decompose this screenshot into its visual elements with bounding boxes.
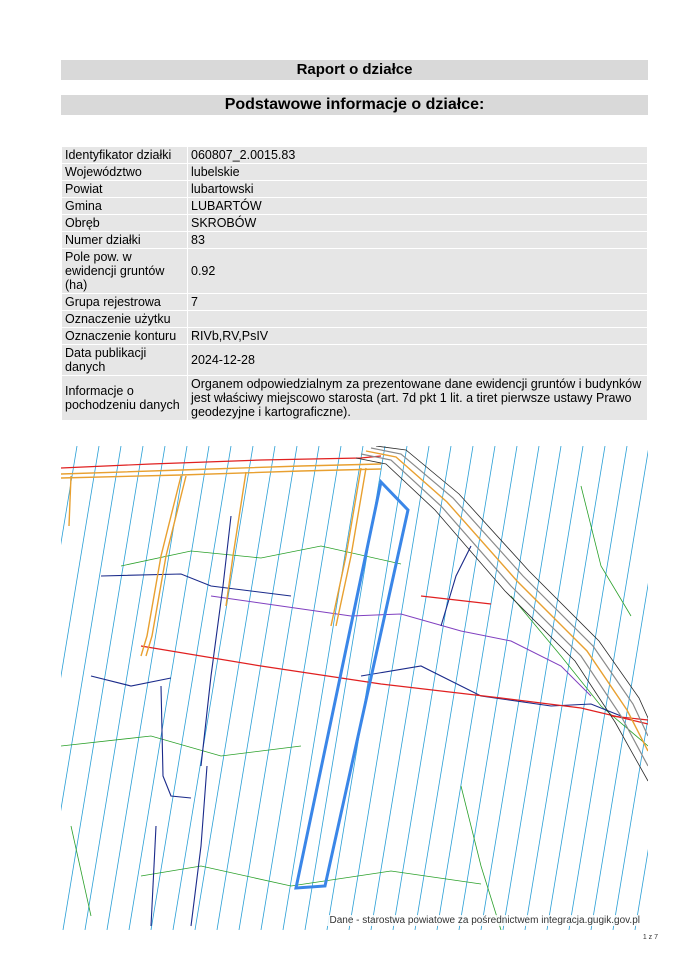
road-line [61,469,381,478]
parcel-boundary-line [415,446,495,930]
road-line [336,468,366,626]
building-line [151,826,156,926]
row-label: Informacje o pochodzeniu danych [62,376,188,421]
table-row [62,232,648,249]
road-line [141,476,181,656]
table-row [62,328,648,345]
parcel-boundary-line [129,446,209,930]
table-row [62,376,648,421]
building-line [191,766,207,926]
main-road [356,446,648,781]
table-row [62,164,648,181]
row-value: lubelskie [188,164,648,181]
row-value: 7 [188,294,648,311]
row-value: 0.92 [188,249,648,294]
building-line [101,574,291,596]
table-row [62,294,648,311]
parcel-boundaries [61,446,648,930]
red-line [421,596,491,604]
parcel-boundary-line [173,446,253,930]
table-row [62,198,648,215]
row-label: Identyfikator działki [62,147,188,164]
row-value: RIVb,RV,PsIV [188,328,648,345]
row-label: Data publikacji danych [62,345,188,376]
row-value: SKROBÓW [188,215,648,232]
row-label: Pole pow. w ewidencji gruntów (ha) [62,249,188,294]
parcel-boundary-line [195,446,275,930]
parcel-boundary-line [61,446,121,930]
table-row [62,215,648,232]
table-row [62,147,648,164]
contour-line [61,736,301,756]
parcel-boundary-line [61,446,99,930]
building-lines [91,516,621,926]
parcel-boundary-line [63,446,143,930]
parcel-boundary-line [85,446,165,930]
row-label: Obręb [62,215,188,232]
building-line [91,676,171,686]
contour-line [141,866,481,886]
row-value: lubartowski [188,181,648,198]
page-number: 1 z 7 [642,934,658,941]
road-edge [361,454,648,766]
parcel-map [61,446,648,930]
parcel-boundary-line [283,446,363,930]
contour-line [511,596,648,746]
row-value [188,311,648,328]
row-label: Oznaczenie konturu [62,328,188,345]
row-value: Organem odpowiedzialnym za prezentowane dane ewidencji gruntów i budynków jest właściwy miejscowo starosta (art. 7d pkt 1 lit. a tiret pierwsze ustawy Prawo geodezyjne i kartograficzne). [188,376,648,421]
road-line [146,476,186,656]
parcel-boundary-line [239,446,319,930]
land-contours [61,486,648,930]
parcel-boundary-line [569,446,648,930]
row-value: 2024-12-28 [188,345,648,376]
row-label: Województwo [62,164,188,181]
section-title: Podstawowe informacje o działce: [61,95,648,115]
map-drawing [61,446,648,930]
table-row [62,311,648,328]
road-edge [356,458,648,781]
road-edge [376,446,648,718]
row-label: Numer działki [62,232,188,249]
parcel-boundary-line [217,446,297,930]
red-line [61,456,381,468]
row-value: 060807_2.0015.83 [188,147,648,164]
parcel-boundary-line [503,446,583,930]
row-value: 83 [188,232,648,249]
map-source-note: Dane - starostwa powiatowe za pośrednictwem integracja.gugik.gov.pl [329,915,640,926]
parcel-boundary-line [613,446,648,930]
table-row [62,181,648,198]
row-value: LUBARTÓW [188,198,648,215]
parcel-boundary-line [151,446,231,930]
parcel-boundary-line [481,446,561,930]
road-line [226,472,246,606]
contour-line [461,786,501,930]
row-label: Powiat [62,181,188,198]
road-line [69,476,71,526]
parcel-info-table [61,146,648,421]
row-label: Gmina [62,198,188,215]
contour-line [71,826,91,916]
parcel-boundary-line [437,446,517,930]
row-label: Grupa rejestrowa [62,294,188,311]
parcel-boundary-line [591,446,648,930]
contour-line [581,486,631,616]
table-row [62,345,648,376]
table-row [62,249,648,294]
report-title: Raport o działce [61,60,648,80]
row-label: Oznaczenie użytku [62,311,188,328]
